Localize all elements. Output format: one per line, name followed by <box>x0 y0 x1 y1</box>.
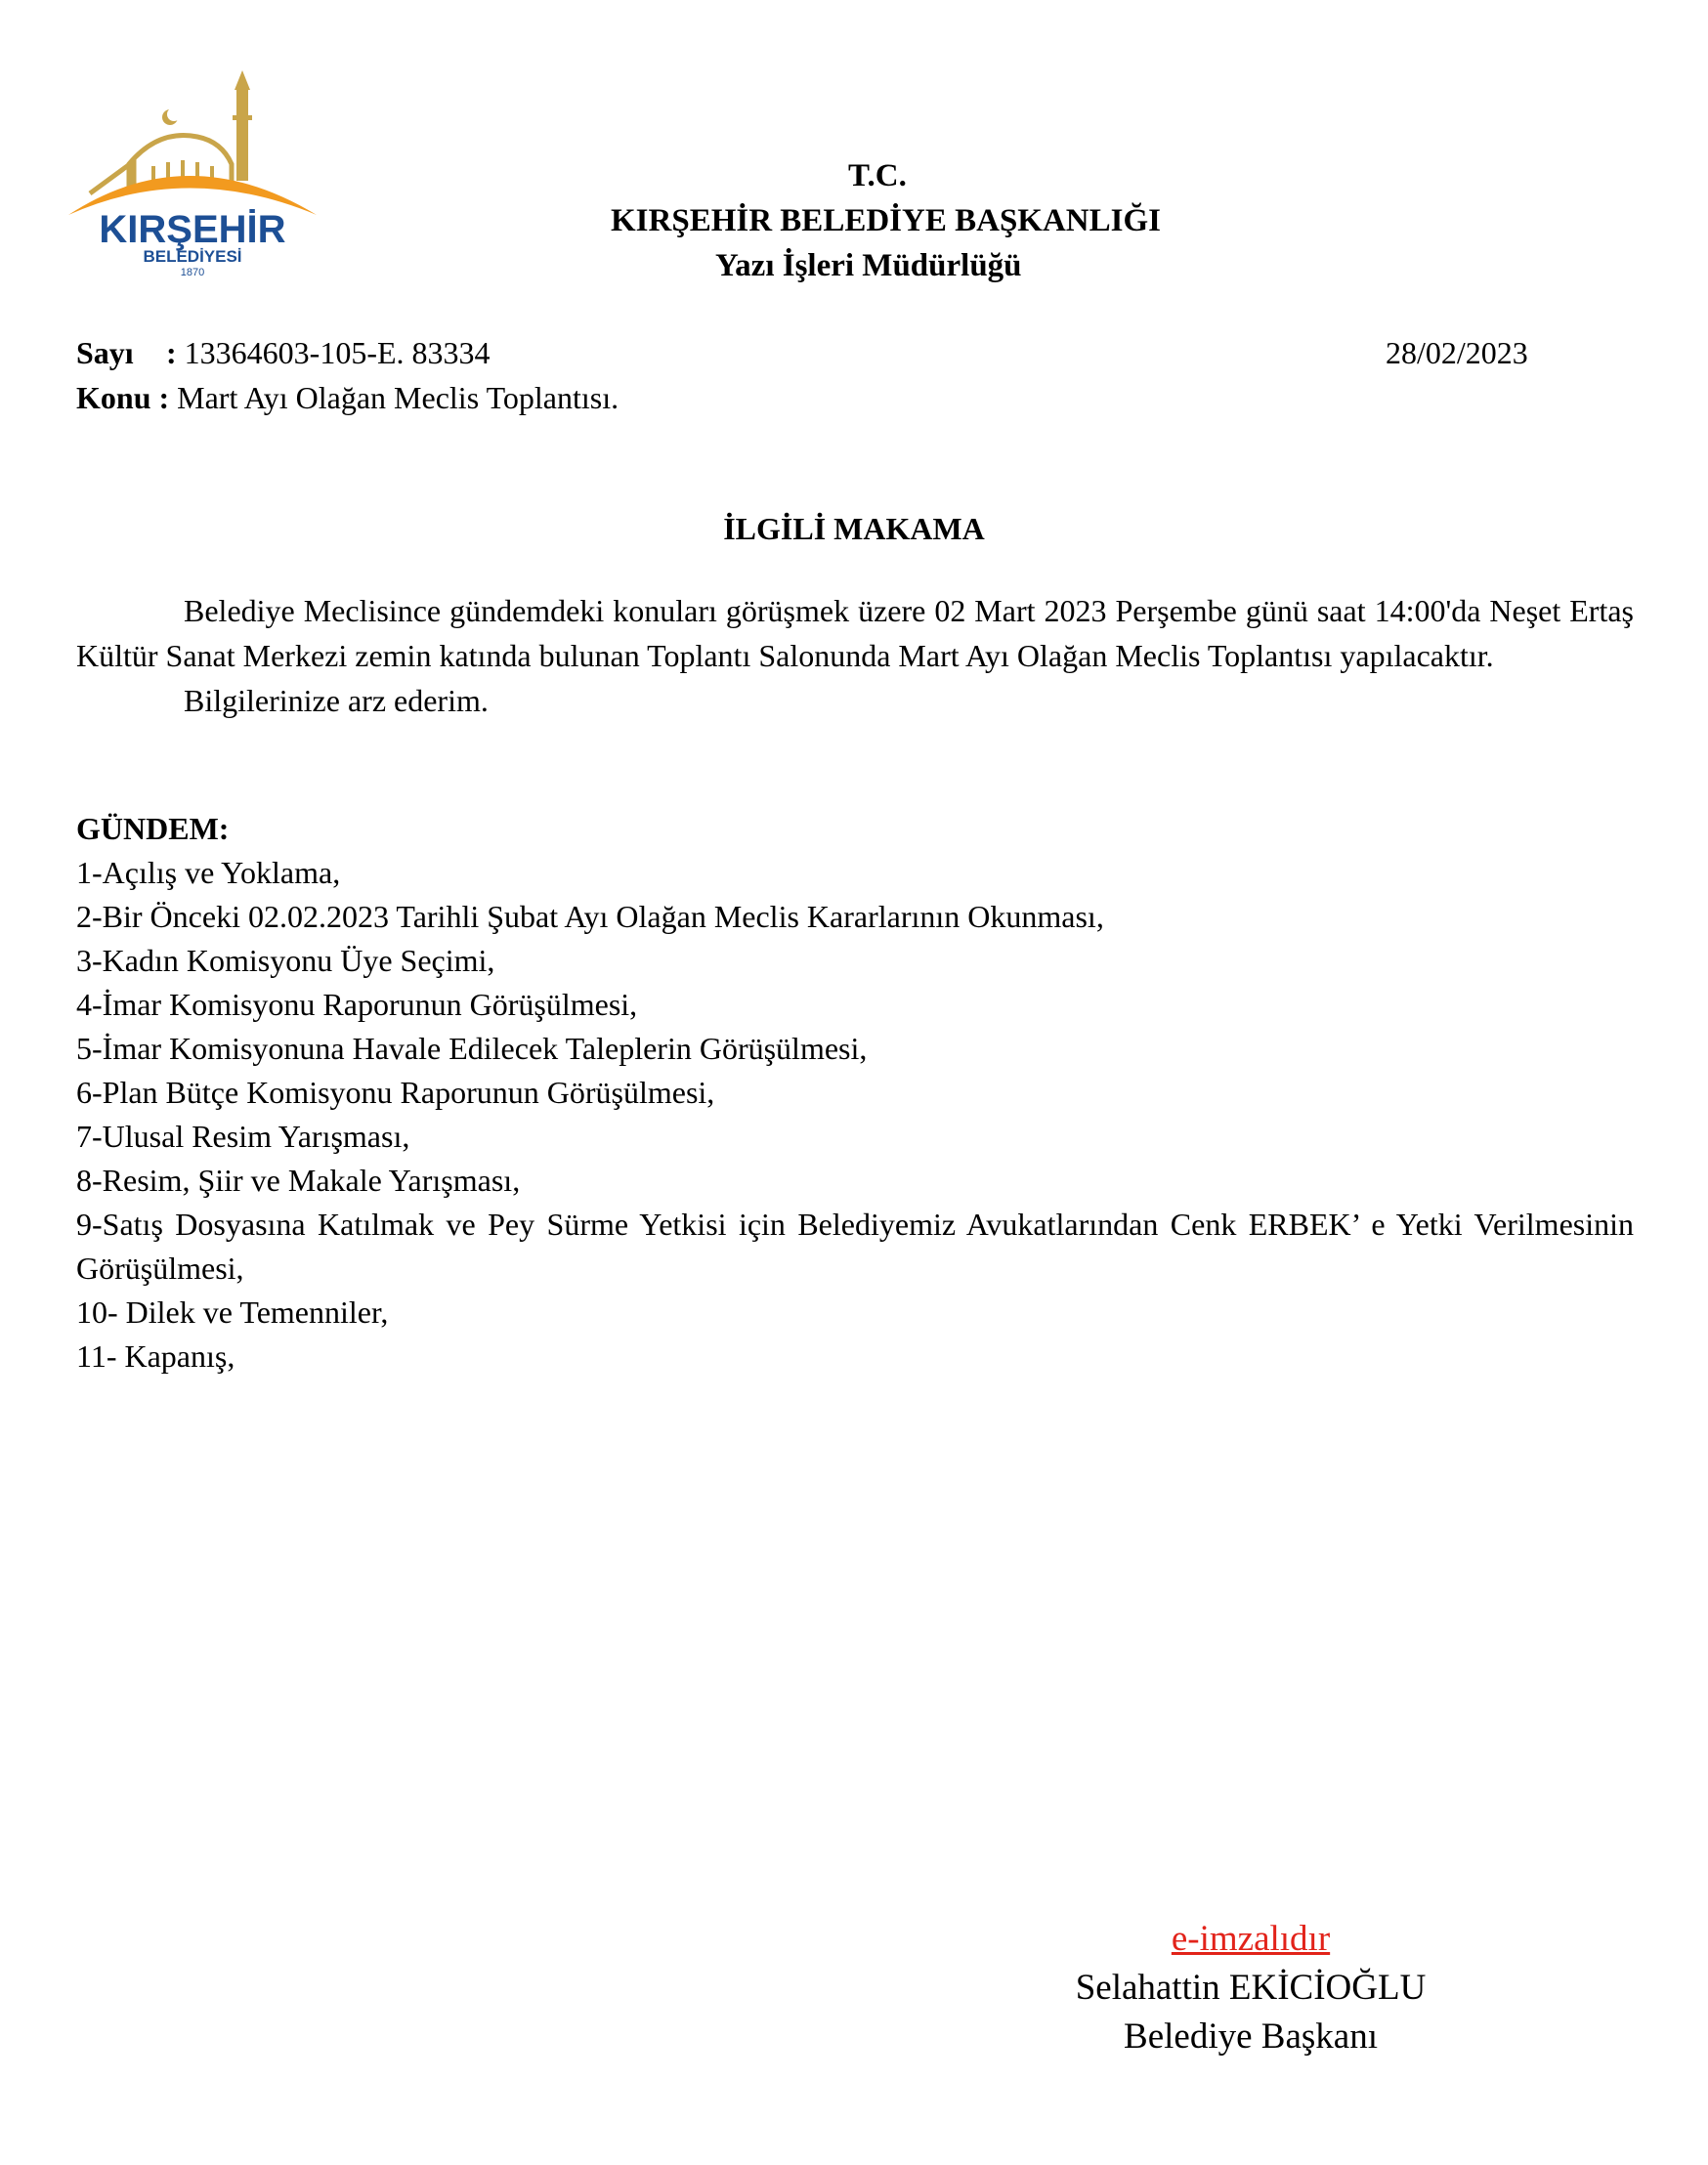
agenda-item: 8-Resim, Şiir ve Makale Yarışması, <box>76 1163 521 1198</box>
document-date: 28/02/2023 <box>1386 335 1528 370</box>
agenda-item: 1-Açılış ve Yoklama, <box>76 855 341 890</box>
agenda <box>76 807 1634 1379</box>
e-signature-note: e-imzalıdır <box>1171 1919 1331 1959</box>
header-institution: KIRŞEHİR BELEDİYE BAŞKANLIĞI <box>611 203 1161 238</box>
konu-label: Konu : <box>76 380 170 415</box>
sayi-label: Sayı <box>76 335 134 370</box>
minaret-icon <box>236 88 248 181</box>
addressee: İLGİLİ MAKAMA <box>723 511 985 546</box>
logo-name: KIRŞEHİR <box>99 208 286 251</box>
signatory-title: Belediye Başkanı <box>1124 2016 1378 2057</box>
document-body <box>76 588 1634 723</box>
konu-row <box>76 375 619 420</box>
agenda-item: 9-Satış Dosyasına Katılmak ve Pey Sürme Yetkisi için Belediyemiz Avukatlarından Cenk ERBEK’ e Yetki Verilmesinin Görüşülmesi, <box>76 1207 1634 1286</box>
agenda-item: 3-Kadın Komisyonu Üye Seçimi, <box>76 943 495 978</box>
konu-value: Mart Ayı Olağan Meclis Toplantısı. <box>177 380 619 415</box>
kirsehir-belediyesi-logo <box>61 68 324 278</box>
header-department: Yazı İşleri Müdürlüğü <box>715 248 1022 283</box>
agenda-title: GÜNDEM: <box>76 811 230 846</box>
sayi-value: 13364603-105-E. 83334 <box>184 335 491 370</box>
agenda-item: 2-Bir Önceki 02.02.2023 Tarihli Şubat Ayı Olağan Meclis Kararlarının Okunması, <box>76 899 1104 934</box>
agenda-item: 5-İmar Komisyonuna Havale Edilecek Taleplerin Görüşülmesi, <box>76 1031 868 1066</box>
agenda-item: 7-Ulusal Resim Yarışması, <box>76 1119 410 1154</box>
signatory-name: Selahattin EKİCİOĞLU <box>1075 1968 1427 2008</box>
agenda-item: 4-İmar Komisyonu Raporunun Görüşülmesi, <box>76 987 638 1022</box>
document-meta <box>76 330 619 420</box>
header-tc: T.C. <box>848 158 907 193</box>
closing-paragraph: Bilgilerinize arz ederim. <box>184 683 489 718</box>
sayi-row: Sayı : 13364603-105-E. 83334 <box>76 330 619 375</box>
logo-year: 1870 <box>180 267 205 278</box>
agenda-item: 11- Kapanış, <box>76 1338 235 1374</box>
agenda-item: 10- Dilek ve Temenniler, <box>76 1295 389 1330</box>
logo-subname: BELEDİYESİ <box>143 247 242 266</box>
agenda-item: 6-Plan Bütçe Komisyonu Raporunun Görüşülmesi, <box>76 1075 715 1110</box>
signature-block <box>1016 1915 1485 2061</box>
body-paragraph: Belediye Meclisince gündemdeki konuları görüşmek üzere 02 Mart 2023 Perşembe günü saat 14:00'da Neşet Ertaş Kültür Sanat Merkezi zemin katında bulunan Toplantı Salonunda Mart Ayı Olağan Meclis Toplantısı yapılacaktır. <box>76 593 1634 673</box>
